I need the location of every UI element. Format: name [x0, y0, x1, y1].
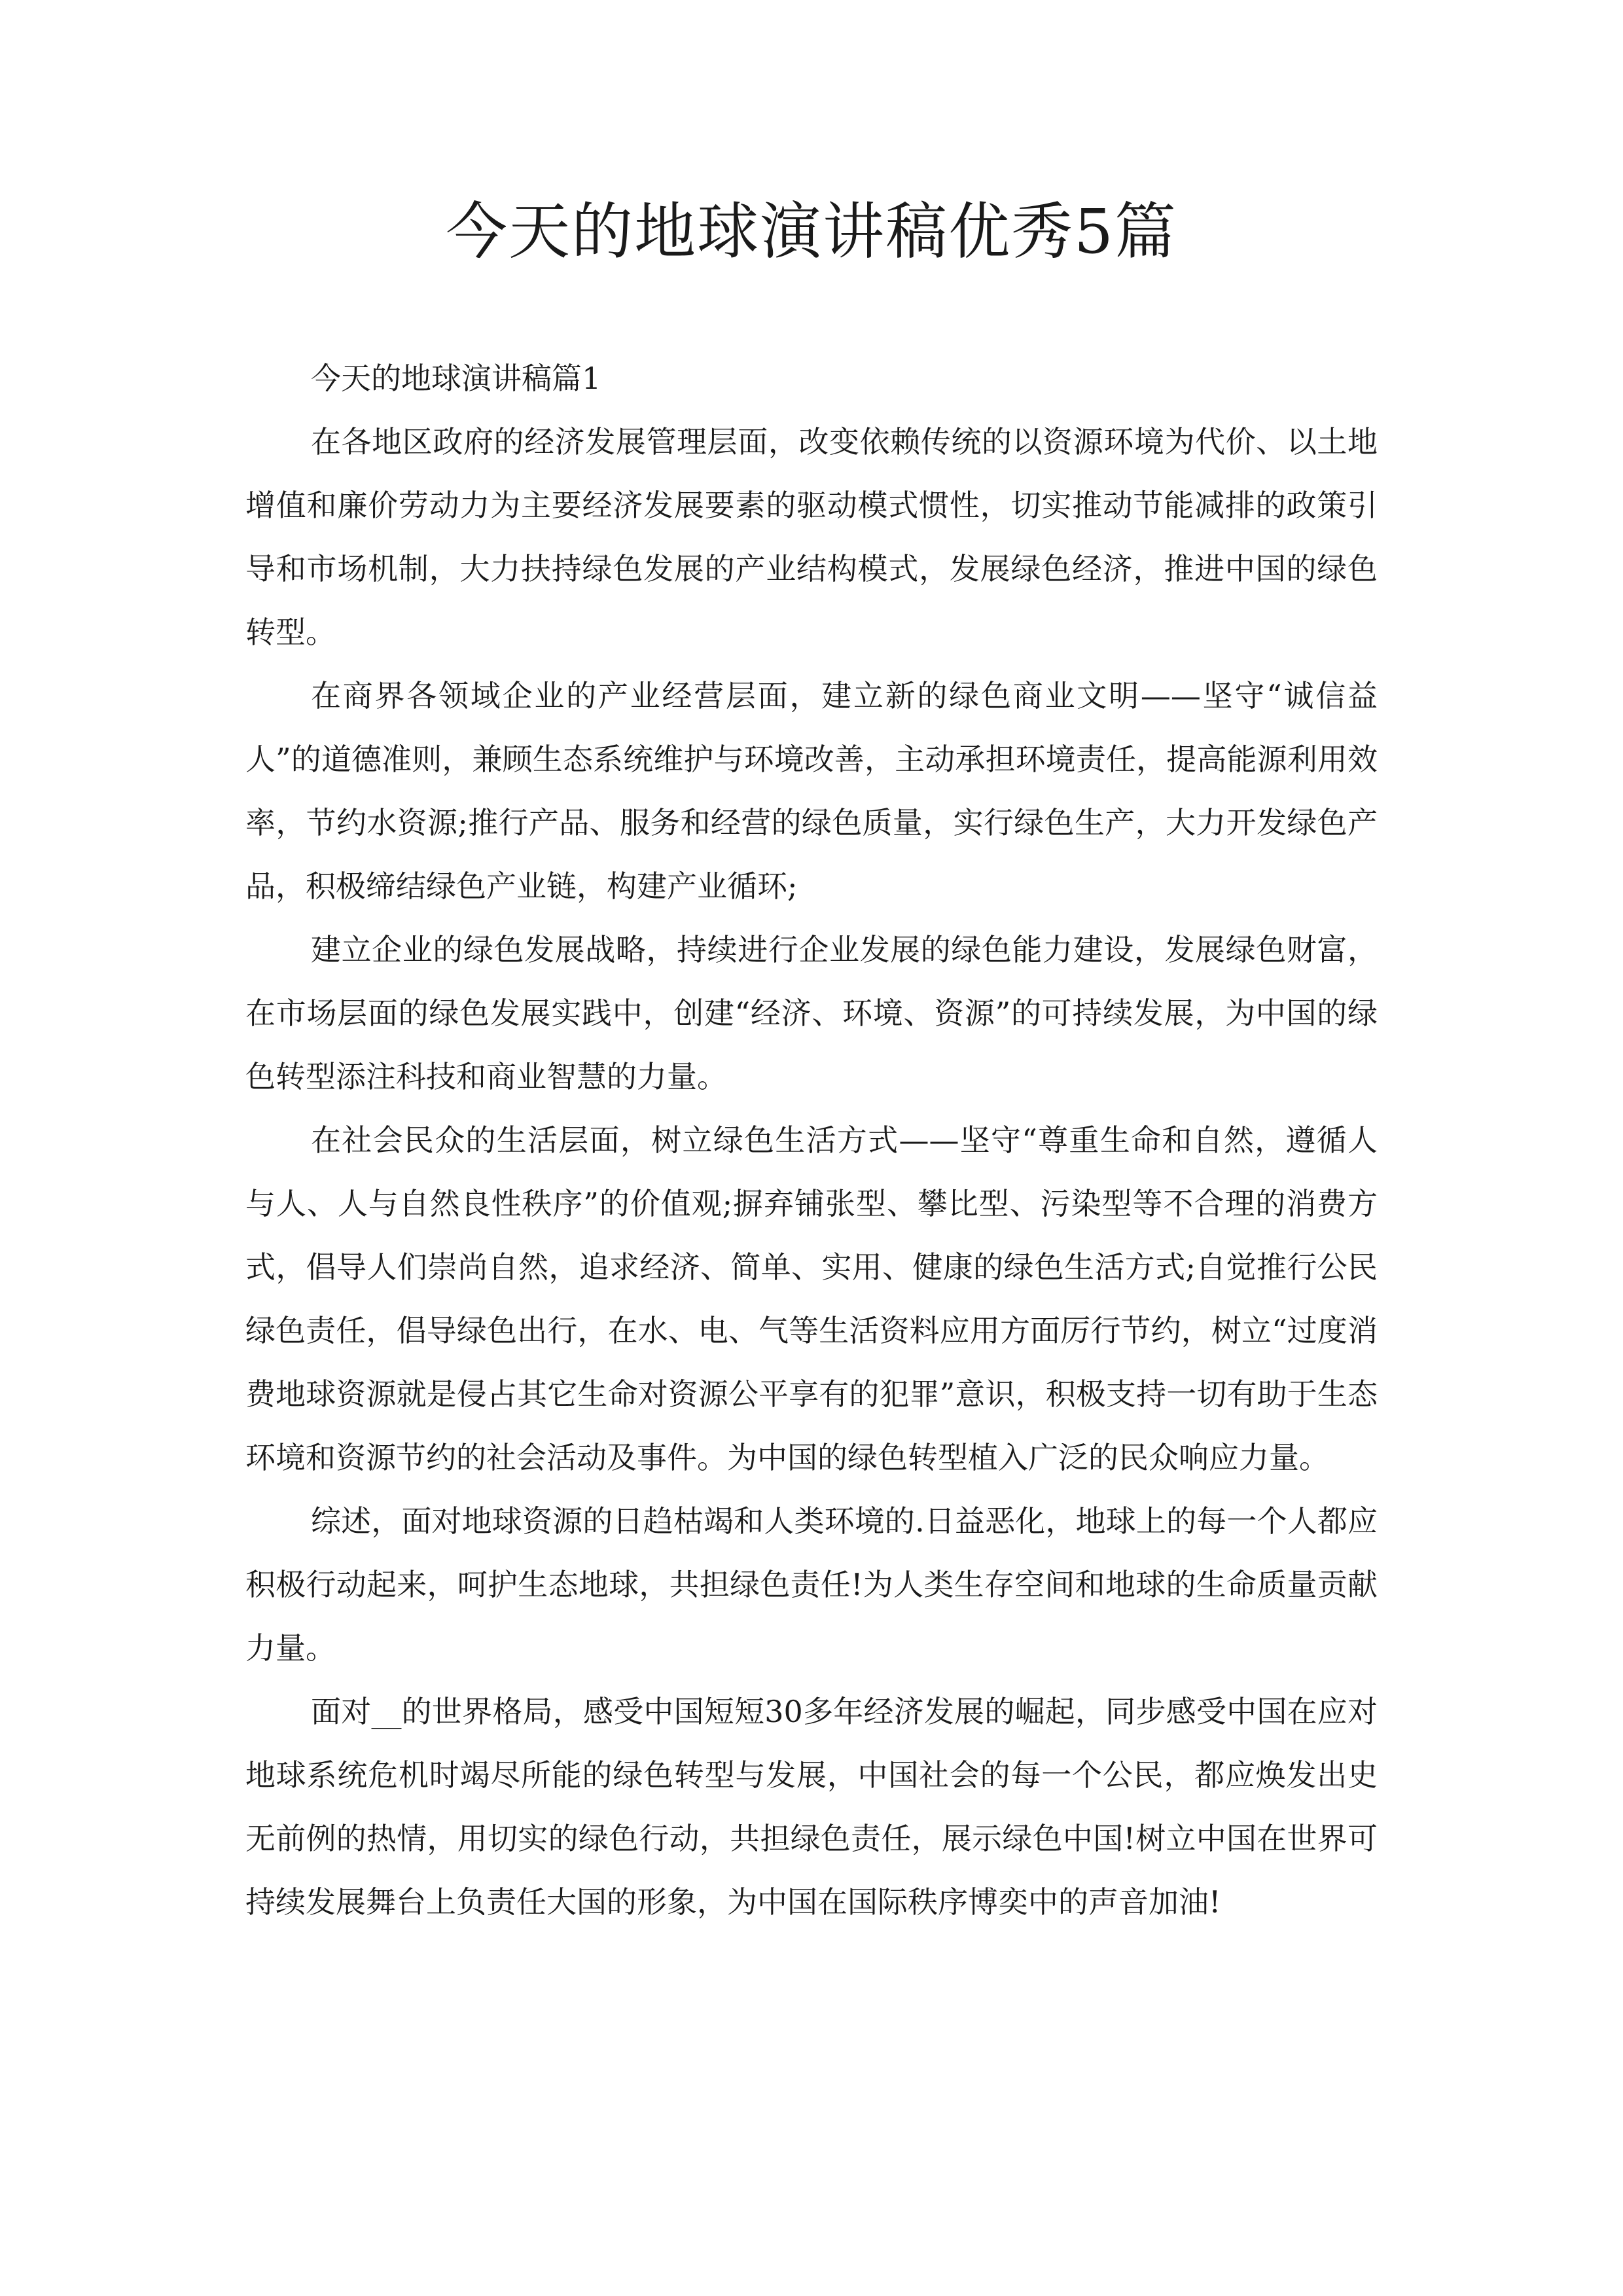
paragraph-1: 在各地区政府的经济发展管理层面，改变依赖传统的以资源环境为代价、以土地增值和廉价劳动力为主要经济发展要素的驱动模式惯性，切实推动节能减排的政策引导和市场机制，大力扶持绿色发展的产业结构模式，发展绿色经济，推进中国的绿色转型。 [245, 424, 1378, 650]
paragraph-5: 综述，面对地球资源的日趋枯竭和人类环境的.日益恶化，地球上的每一个人都应积极行动起来，呵护生态地球，共担绿色责任!为人类生存空间和地球的生命质量贡献力量。 [245, 1503, 1378, 1666]
section-heading: 今天的地球演讲稿篇1 [311, 361, 601, 396]
paragraph-3: 建立企业的绿色发展战略，持续进行企业发展的绿色能力建设，发展绿色财富，在市场层面的绿色发展实践中，创建“经济、环境、资源”的可持续发展，为中国的绿色转型添注科技和商业智慧的力量。 [245, 932, 1378, 1094]
document-body [245, 347, 1378, 1934]
paragraph-2: 在商界各领域企业的产业经营层面，建立新的绿色商业文明——坚守“诚信益人”的道德准则，兼顾生态系统维护与环境改善，主动承担环境责任，提高能源利用效率，节约水资源;推行产品、服务和经营的绿色质量，实行绿色生产，大力开发绿色产品，积极缔结绿色产业链，构建产业循环; [245, 678, 1378, 904]
paragraph-4: 在社会民众的生活层面，树立绿色生活方式——坚守“尊重生命和自然，遵循人与人、人与自然良性秩序”的价值观;摒弃铺张型、攀比型、污染型等不合理的消费方式，倡导人们崇尚自然，追求经济、简单、实用、健康的绿色生活方式;自觉推行公民绿色责任，倡导绿色出行，在水、电、气等生活资料应用方面厉行节约，树立“过度消费地球资源就是侵占其它生命对资源公平享有的犯罪”意识，积极支持一切有助于生态环境和资源节约的社会活动及事件。为中国的绿色转型植入广泛的民众响应力量。 [245, 1122, 1378, 1475]
document-title: 今天的地球演讲稿优秀5篇 [446, 196, 1177, 268]
paragraph-6: 面对__的世界格局，感受中国短短30多年经济发展的崛起，同步感受中国在应对地球系统危机时竭尽所能的绿色转型与发展，中国社会的每一个公民，都应焕发出史无前例的热情，用切实的绿色行动，共担绿色责任，展示绿色中国!树立中国在世界可持续发展舞台上负责任大国的形象，为中国在国际秩序博奕中的声音加油! [245, 1694, 1378, 1920]
